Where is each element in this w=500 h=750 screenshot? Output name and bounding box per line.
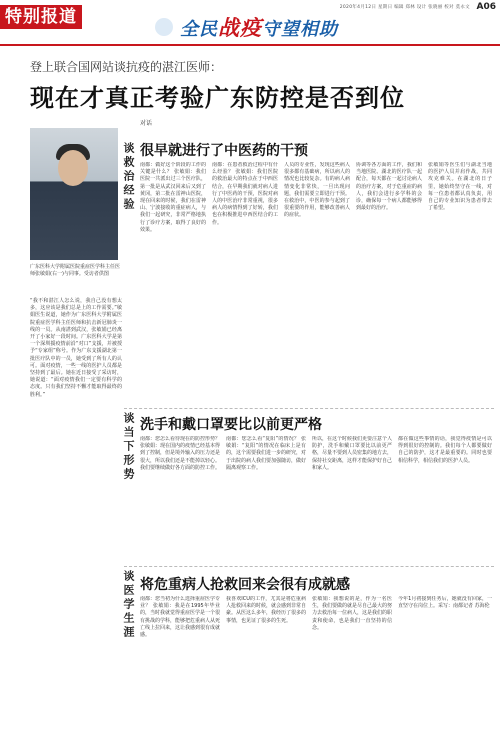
slogan-part-3: 守望相助 — [262, 19, 338, 40]
decorative-circle — [155, 18, 173, 36]
section-2-col-2: 南都：您怎么看“复阳”的情况？ 张敏娟：“复阳”的情况在临床上是有的，这个需要我们进一步的研究，对于出院的病人我们要加强随访，做好隔离观察工作。 — [226, 436, 306, 471]
section-2-col-3: 所以，在这个时候我们更要注意个人防护，洗手和戴口罩要比以前更严格，尽量不要到人员密集的地方去，保持社交距离，这样才能保护好自己和家人。 — [312, 436, 392, 471]
section-1-title: 很早就进行了中医药的干预 — [140, 143, 308, 159]
section-3-title: 将危重病人抢救回来会很有成就感 — [140, 577, 350, 593]
section-1-col-1: 南都：做好这个阶段的工作的关键是什么？ 张敏娟：我们医院一共派出过三个医疗队，第一批是从武汉回来后又到了黄冈，第二批在雷神山医院，现在回来的时候，我们在雷神山、宁波接收的重症病人，与我们一起研究，非常严格地执行了诊疗方案，取得了良好的效果。 — [140, 162, 206, 233]
page-banner — [0, 0, 500, 44]
section-3-col-3: 张敏娟：我想说的是，作为一名医生，我们要做的就是尽自己最大的努力去救治每一位病人，这是我们的职责和使命，也是我们一直坚持的信念。 — [312, 596, 392, 631]
section-1-vertical-heading: 谈救治经验 — [122, 142, 135, 212]
section-2-col-4: 都在做这些事情的话，我觉得疫情是可以得到很好的控制的。我们每个人都要做好自己的防护，这才是最重要的。同时也要相信科学，相信我们的医护人员。 — [398, 436, 492, 464]
photo-caption: 广东医科大学附属医院重症医学科主任医师张敏娟(右一)与同事。受访者供图 — [30, 264, 121, 277]
section-1-col-5: 张敏娟等医生们与湖北当地的医护人员并肩作战，共同攻克难关。在湖北的日子里，她始终坚守在一线，对每一位患者都认真负责，用自己的专业知识为患者带去了希望。 — [428, 162, 492, 212]
section-2-title: 洗手和戴口罩要比以前更严格 — [140, 417, 322, 433]
slogan-part-1: 全民 — [180, 19, 218, 40]
slogan — [180, 12, 338, 42]
section-tag: 特别报道 — [0, 5, 82, 29]
article-photo — [30, 128, 118, 260]
section-3-col-2: 我喜欢ICU的工作，尤其是将危重病人抢救回来的时候，就会感到非常自豪。从医这么多年，我经历了很多的事情，也见证了很多的生死。 — [226, 596, 306, 624]
section-1-col-2: 南都：在患者救治过程中有什么经验？ 张敏娟：我们医院的救治最大的特点在于中西医结合，在早期我们就对病人进行了中医药的干预，医院对病人的中医治疗非常重视，很多病人的病情得到了好转，我们也在积极推进中西医结合的工作。 — [212, 162, 278, 226]
section-2-vertical-heading: 谈当下形势 — [122, 412, 135, 482]
article-kicker: 登上联合国网站谈抗疫的湛江医师： — [30, 60, 223, 74]
header-meta: 2020年4月12日 星期日 编辑 郑林 设计 张晓丽 校对 莫永文 — [339, 5, 470, 10]
section-3-col-4: 今年1月初接到任务后，她就没有回家，一直坚守在岗位上。采写：南都记者 苏海伦 — [398, 596, 492, 610]
section-2-col-1: 南都：您怎么看待现在的防控形势？ 张敏娟：现在国内的疫情已经基本得到了控制，但是境外输入的压力还是很大，所以我们还是不能掉以轻心。我们要继续做好各方面的防控工作。 — [140, 436, 220, 471]
dialogue-label: 对话 — [140, 120, 153, 127]
photo-person-face — [58, 150, 88, 186]
slogan-part-2: 战疫 — [218, 16, 262, 40]
section-1-col-3: 人员的专业性，发现这些病人很多都有基础病，所以病人的情况也比较复杂。有的病人病情变化非常快，一旦出现问题，我们需要立即进行干预。在救治中，中医的参与起到了很重要的作用，能够改善病人的症状。 — [284, 162, 350, 219]
section-3-vertical-heading: 谈医学生涯 — [122, 570, 135, 640]
page-number: A06 — [476, 2, 496, 12]
article-intro: “我不和湛江人怎么说，我自己没有想太多，这应该是我们总是上的工作需要。”敏娟医生说道，她作为广东医科大学附属医院重症医学科主任医师和抗击新冠肺炎一线的一员。从南湛到武汉，张敏娟已经离开了小家好一段时间。广东医科大学是第一个深圳援疫情前沿“对口”支援，并被授予“专家组”称号。作为广东支援湖北第一批医疗队中的一员，她受到了所有人的认可。面对疫情，一些一线的医护人员都是坚持到了最后。她在近日接受了采访时，她说道：“面对疫情我们一定要有科学的态度。只有我们坚持不懈才能取得最终的胜利。” — [30, 298, 122, 398]
section-divider-2 — [124, 566, 494, 567]
section-1-col-4: 协调等各方面的工作，我们和当地医院、湖北的医疗队一起配合，每天都在一起讨论病人的治疗方案，对于危重症的病人，我们会进行多学科的会诊，确保每一个病人都能够得到最好的治疗。 — [356, 162, 422, 212]
section-3-col-1: 南都：您当初为什么选择重症医学专业？ 张敏娟：我是在1995年毕业的，当时我就觉得重症医学是一个很有挑战的学科，能够把危重病人从死亡线上拉回来，这让我感到很有成就感。 — [140, 596, 220, 639]
header-rule — [0, 44, 500, 46]
article-headline: 现在才真正考验广东防控是否到位 — [30, 84, 405, 112]
section-divider-1 — [124, 408, 494, 409]
